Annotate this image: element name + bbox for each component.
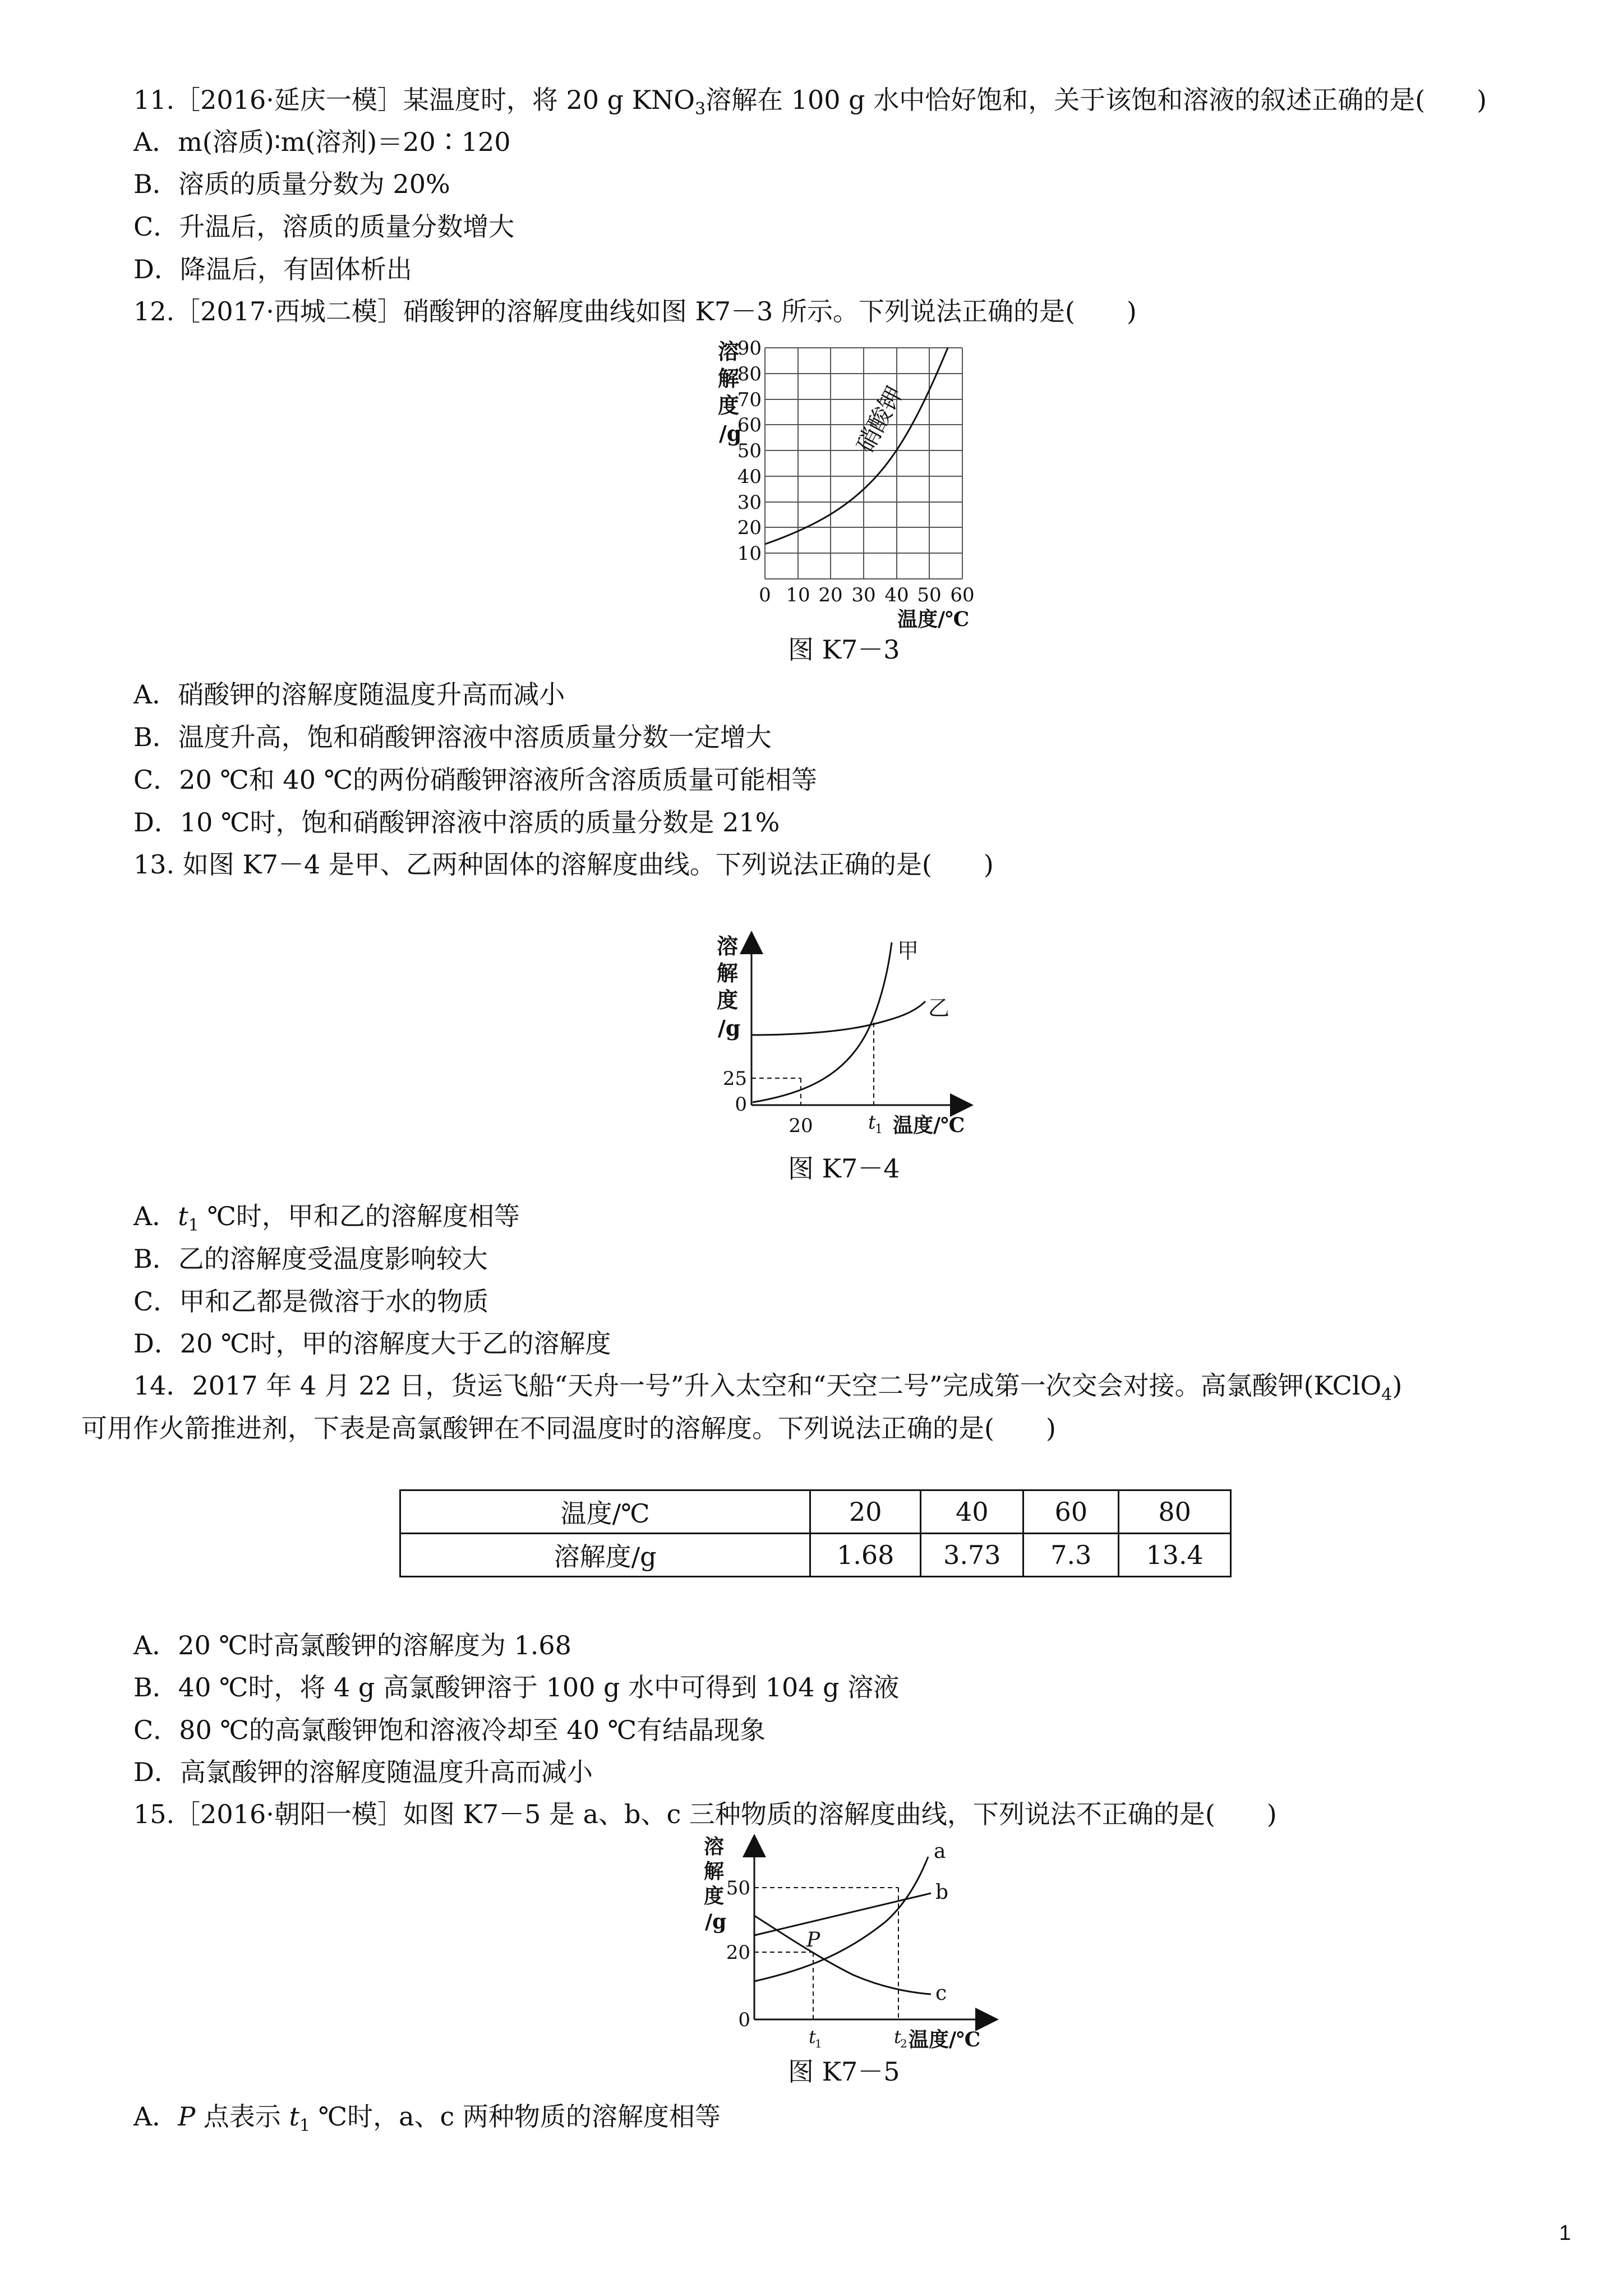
q13-option-a: A．$t_1$ ℃时，甲和乙的溶解度相等 [133, 1201, 520, 1236]
page-number: 1 [1559, 2221, 1571, 2245]
q12-option-d: D．10 ℃时，饱和硝酸钾溶液中溶质的质量分数是 21% [133, 807, 780, 838]
q11-option-c: C．升温后，溶质的质量分数增大 [133, 211, 515, 242]
table-row [400, 1490, 1231, 1534]
q13-option-b: B．乙的溶解度受温度影响较大 [133, 1244, 488, 1274]
q12-stem: 12.［2017·西城二模］硝酸钾的溶解度曲线如图 K7－3 所示。下列说法正确的是( ) [133, 296, 1137, 326]
y-tick: 60 [737, 414, 762, 436]
x-mark-t1-sub: 1 [815, 2037, 822, 2050]
ylabel-char: /g [719, 421, 742, 446]
q11-option-b: B．溶质的质量分数为 20% [133, 169, 450, 199]
table-cell: 20 [810, 1490, 921, 1534]
chart-x-ticks [759, 584, 974, 606]
q14-option-d: D．高氯酸钾的溶解度随温度升高而减小 [133, 1757, 593, 1787]
q14-stem-line1: 14．2017 年 4 月 22 日，货运飞船“天舟一号”升入太空和“天空二号”完成第一次交会对接。高氯酸钾(KClO$_4$) [133, 1370, 1403, 1405]
table-cell: 40 [921, 1490, 1023, 1534]
table-cell: 1.68 [810, 1534, 921, 1577]
curve-a [754, 1857, 928, 1981]
q15-stem: 15.［2016·朝阳一模］如图 K7－5 是 a、b、c 三种物质的溶解度曲线，下列说法不正确的是( ) [133, 1799, 1277, 1829]
x-mark-t1: t [809, 2026, 816, 2047]
y-mark-25: 25 [722, 1068, 747, 1090]
chart-xlabel: 温度/℃ [893, 1114, 965, 1137]
curve-label-a: a [934, 1840, 946, 1863]
x-tick: 40 [884, 584, 909, 606]
curve-jia [753, 942, 892, 1102]
curve-label-c: c [935, 1982, 947, 2005]
table-cell: 60 [1023, 1490, 1119, 1534]
q13-option-c: C．甲和乙都是微溶于水的物质 [133, 1286, 489, 1317]
curve-c [754, 1916, 931, 1994]
y-mark-0: 0 [738, 2009, 750, 2031]
q13-option-d: D．20 ℃时，甲的溶解度大于乙的溶解度 [133, 1328, 611, 1359]
curve-label-yi: 乙 [928, 996, 950, 1020]
x-mark-20: 20 [789, 1115, 813, 1137]
q14-option-c: C．80 ℃的高氯酸钾饱和溶液冷却至 40 ℃有结晶现象 [133, 1715, 766, 1745]
q14-option-b: B．40 ℃时，将 4 g 高氯酸钾溶于 100 g 水中可得到 104 g 溶液 [133, 1672, 900, 1703]
point-label-p: P [806, 1929, 820, 1952]
y-mark-50: 50 [726, 1877, 750, 1899]
q14-stem-line2: 可用作火箭推进剂，下表是高氯酸钾在不同温度时的溶解度。下列说法正确的是( ) [81, 1413, 1056, 1443]
ylabel-char: /g [705, 1910, 727, 1934]
ylabel-char: 溶 [717, 933, 739, 959]
kno3-solubility-chart [712, 337, 993, 634]
chart-xlabel: 温度/℃ [897, 608, 970, 631]
x-tick: 50 [917, 584, 942, 606]
y-tick: 90 [737, 337, 762, 360]
x-mark-t1-sub: 1 [875, 1122, 883, 1137]
table-header-temperature: 温度/℃ [400, 1490, 810, 1534]
figure-caption-k7-3: 图 K7－3 [788, 634, 900, 665]
y-tick: 10 [737, 542, 762, 565]
q12-option-b: B．温度升高，饱和硝酸钾溶液中溶质质量分数一定增大 [133, 722, 772, 752]
solubility-table [399, 1489, 1232, 1577]
y-mark-20: 20 [726, 1941, 750, 1964]
curve-label-jia: 甲 [897, 938, 919, 963]
curve-yi [751, 1001, 925, 1035]
ylabel-char: 溶 [718, 339, 740, 364]
q11-option-a: A．m(溶质)∶m(溶剂)＝20∶120 [133, 127, 511, 157]
table-header-solubility: 溶解度/g [400, 1534, 810, 1577]
y-tick: 40 [737, 466, 762, 488]
figure-k7-4 [712, 931, 993, 1144]
x-tick: 20 [818, 584, 843, 606]
y-tick: 70 [737, 389, 762, 411]
figure-k7-3 [712, 337, 993, 634]
ylabel-char: 度 [704, 1884, 725, 1908]
q14-option-a: A．20 ℃时高氯酸钾的溶解度为 1.68 [133, 1630, 571, 1660]
x-mark-t2: t [894, 2026, 901, 2047]
ylabel-char: /g [718, 1015, 741, 1041]
table-row [400, 1534, 1231, 1577]
ylabel-char: 度 [717, 987, 739, 1013]
ylabel-char: 解 [718, 366, 740, 391]
chart-xlabel: 温度/℃ [909, 2028, 981, 2051]
figure-k7-5 [695, 1834, 1009, 2059]
table-cell: 7.3 [1023, 1534, 1119, 1577]
x-mark-t2-sub: 2 [900, 2037, 907, 2050]
ylabel-char: 度 [718, 393, 740, 418]
jia-yi-solubility-chart [712, 931, 993, 1144]
table-cell: 80 [1119, 1490, 1231, 1534]
chart-ylabel [704, 1835, 726, 1934]
q15-option-a: A．P 点表示 $t_1$ ℃时，a、c 两种物质的溶解度相等 [133, 2101, 721, 2136]
ylabel-char: 解 [717, 960, 739, 986]
q12-option-a: A．硝酸钾的溶解度随温度升高而减小 [133, 679, 565, 710]
curve-b [754, 1893, 931, 1935]
chart-y-ticks [737, 337, 762, 565]
x-mark-t1: t [868, 1111, 876, 1134]
table-cell: 13.4 [1119, 1534, 1231, 1577]
q11-stem: 11.［2016·延庆一模］某温度时，将 20 g $KNO_3$溶解在 100 g 水中恰好饱和，关于该饱和溶液的叙述正确的是( ) [133, 85, 1487, 119]
curve-label-kno3: 硝酸钾 [851, 381, 909, 457]
table-cell: 3.73 [921, 1534, 1023, 1577]
ylabel-char: 解 [704, 1860, 725, 1883]
y-tick: 30 [737, 491, 762, 514]
y-tick: 20 [737, 517, 762, 539]
curve-label-b: b [935, 1881, 949, 1904]
abc-solubility-chart [695, 1834, 1009, 2059]
y-mark-0: 0 [735, 1093, 747, 1116]
figure-caption-k7-5: 图 K7－5 [788, 2056, 900, 2087]
y-tick: 80 [737, 363, 762, 385]
q11-option-d: D．降温后，有固体析出 [133, 254, 412, 284]
y-tick: 50 [737, 440, 762, 462]
x-tick: 60 [950, 584, 975, 606]
x-tick: 30 [851, 584, 876, 606]
ylabel-char: 溶 [704, 1835, 725, 1858]
x-tick: 10 [786, 584, 810, 606]
chart-ylabel [717, 933, 740, 1041]
q13-stem: 13. 如图 K7－4 是甲、乙两种固体的溶解度曲线。下列说法正确的是( ) [133, 849, 994, 880]
figure-caption-k7-4: 图 K7－4 [788, 1153, 900, 1184]
x-tick: 0 [759, 584, 771, 606]
q12-option-c: C．20 ℃和 40 ℃的两份硝酸钾溶液所含溶质质量可能相等 [133, 765, 818, 795]
